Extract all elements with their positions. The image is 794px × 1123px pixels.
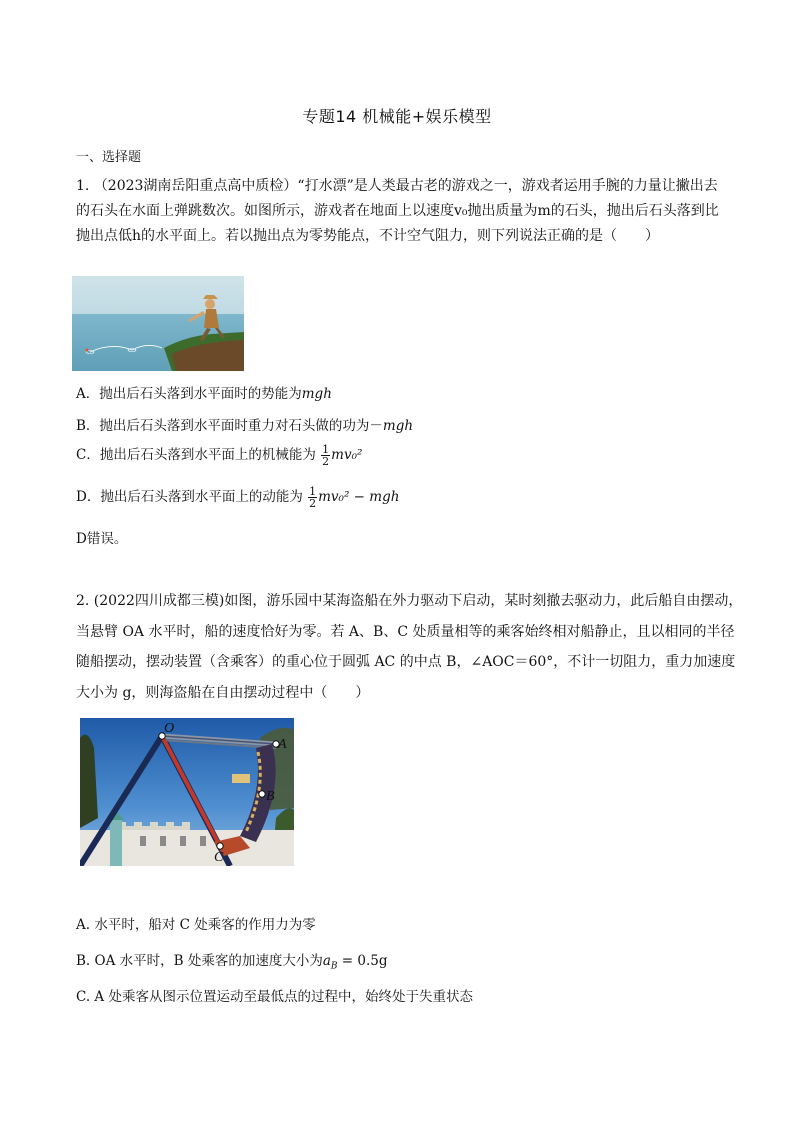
page-title: 专题14 机械能+娱乐模型	[302, 107, 492, 126]
label-a: A	[278, 737, 287, 752]
question-2-line-1: 2. (2022四川成都三模)如图，游乐园中某海盗船在外力驱动下启动，某时刻撤去驱动力，此后船自由摆动，	[76, 593, 743, 609]
q1-note: D错误。	[76, 531, 128, 547]
pirate-ship-image	[80, 718, 294, 866]
label-b: B	[266, 789, 275, 804]
q2-option-a: A. 水平时，船对 C 处乘客的作用力为零	[76, 917, 316, 933]
q2-option-b: B. OA 水平时，B 处乘客的加速度大小为$a_B = 0.5g$	[76, 953, 388, 972]
q1-option-c: C．抛出后石头落到水平面上的机械能为 $\frac{1}{2}$ mv₀²	[76, 443, 363, 468]
q2-option-c: C. A 处乘客从图示位置运动至最低点的过程中，始终处于失重状态	[76, 989, 473, 1005]
stone-skipping-image	[72, 276, 244, 371]
question-2-line-3: 随船摆动，摆动装置（含乘客）的重心位于圆弧 AC 的中点 B，∠AOC＝60°，不计一切阻力，重力加速度	[76, 654, 736, 670]
q1-option-b: B．抛出后石头落到水平面时重力对石头做的功为－mgh	[76, 418, 414, 434]
question-1-text: 1. （2023湖南岳阳重点高中质检）“打水漂”是人类最古老的游戏之一，游戏者运用手腕的力量让撇出去的石头在水面上弹跳数次。如图所示，游戏者在地面上以速度v₀抛出质量为m的石头，抛出后石头落到比抛出点低h的水平面上。若以抛出点为零势能点，不计空气阻力，则下列说法正确的是（ ）	[76, 178, 719, 244]
question-2-line-4: 大小为 g，则海盗船在自由摆动过程中（ ）	[76, 685, 370, 701]
fraction-half: $\frac{1}{2}$	[322, 443, 330, 468]
section-heading: 一、选择题	[76, 150, 142, 165]
question-2-line-2: 当悬臂 OA 水平时，船的速度恰好为零。若 A、B、C 处质量相等的乘客始终相对船静止，且以相同的半径	[76, 624, 735, 640]
q1-option-d: D．抛出后石头落到水平面上的动能为 $\frac{1}{2}$ mv₀² − mgh	[76, 485, 400, 510]
label-c: C	[214, 850, 224, 865]
q1-option-a: A．抛出后石头落到水平面时的势能为mgh	[76, 386, 332, 402]
label-o: O	[164, 721, 175, 736]
fraction-half: $\frac{1}{2}$	[309, 485, 317, 510]
